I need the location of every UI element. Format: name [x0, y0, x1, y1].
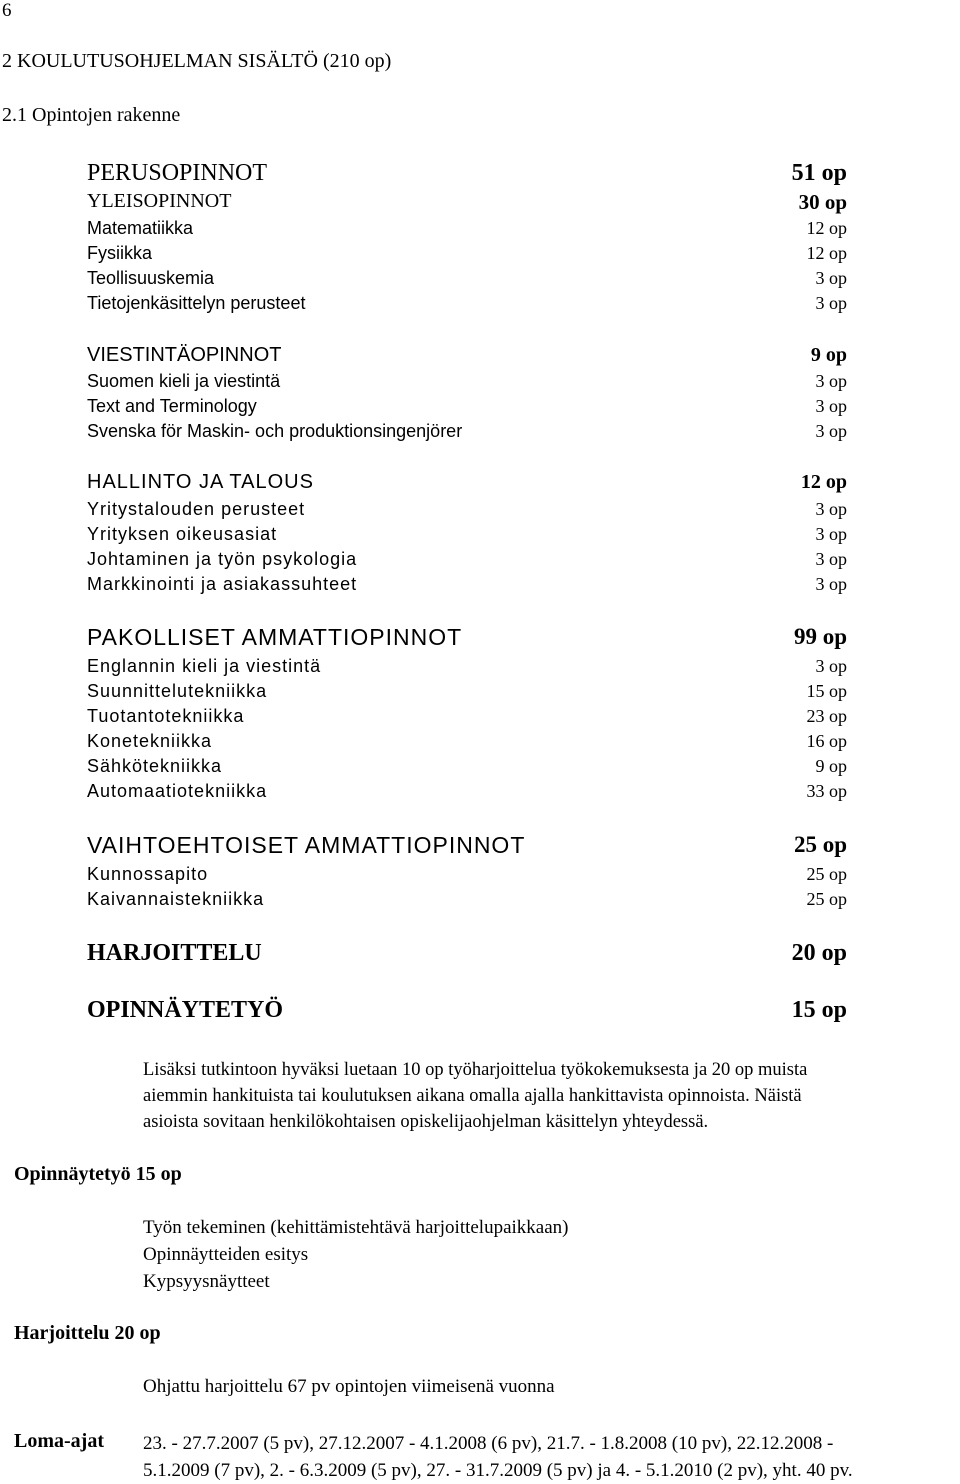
course-credits: 3 op: [815, 549, 847, 569]
course-credits: 3 op: [815, 574, 847, 594]
list-item: [87, 218, 847, 244]
opinnaytetyo-value: 15 op: [791, 997, 847, 1023]
list-item: [87, 396, 847, 422]
list-item: [87, 731, 847, 757]
vaihtoehtoiset-label: VAIHTOEHTOISET AMMATTIOPINNOT: [87, 832, 526, 858]
course-credits: 23 op: [806, 706, 847, 726]
course-name: Sähkötekniikka: [87, 756, 223, 776]
perusopinnot-label: PERUSOPINNOT: [87, 160, 268, 186]
perusopinnot-row: [87, 160, 847, 190]
page-heading: 2 KOULUTUSOHJELMAN SISÄLTÖ (210 op): [2, 50, 392, 72]
list-item: [87, 864, 847, 890]
course-credits: 12 op: [806, 218, 847, 238]
course-credits: 3 op: [815, 371, 847, 391]
harjoittelu-row: [87, 940, 847, 970]
paragraph-line: aiemmin hankituista tai koulutuksen aikana omalla ajalla hankittavista opinnoista. Näistä: [143, 1086, 802, 1106]
pakolliset-value: 99 op: [793, 624, 847, 649]
paragraph-line: Opinnäytteiden esitys: [143, 1244, 309, 1265]
hallinto-row: [87, 471, 847, 497]
course-credits: 3 op: [815, 421, 847, 441]
course-credits: 15 op: [806, 681, 847, 701]
hallinto-value: 12 op: [800, 471, 847, 493]
course-name: Fysiikka: [87, 243, 153, 263]
list-item: [87, 706, 847, 732]
course-credits: 16 op: [806, 731, 847, 751]
pakolliset-label: PAKOLLISET AMMATTIOPINNOT: [87, 624, 463, 650]
opinnaytetyo-section-body: [143, 1214, 569, 1295]
course-name: Kunnossapito: [87, 864, 209, 884]
loma-title: Loma-ajat: [14, 1430, 104, 1452]
course-credits: 25 op: [806, 889, 847, 909]
viestinta-row: [87, 344, 847, 370]
course-name: Automaatiotekniikka: [87, 781, 268, 801]
course-credits: 3 op: [815, 293, 847, 313]
harjoittelu-label: HARJOITTELU: [87, 940, 262, 966]
course-credits: 3 op: [815, 524, 847, 544]
course-credits: 3 op: [815, 268, 847, 288]
perusopinnot-value: 51 op: [791, 160, 847, 186]
paragraph-line: asioista sovitaan henkilökohtaisen opiskelijaohjelman käsittelyn yhteydessä.: [143, 1112, 709, 1132]
course-credits: 3 op: [815, 656, 847, 676]
course-credits: 9 op: [815, 756, 847, 776]
course-name: Kaivannaistekniikka: [87, 889, 265, 909]
list-item: [87, 781, 847, 807]
opinnaytetyo-row: [87, 997, 847, 1027]
list-item: [87, 243, 847, 269]
viestinta-value: 9 op: [810, 344, 847, 366]
yleisopinnot-value: 30 op: [798, 190, 847, 214]
list-item: [87, 371, 847, 397]
course-credits: 25 op: [806, 864, 847, 884]
yleisopinnot-row: [87, 190, 847, 216]
list-item: [87, 421, 847, 447]
course-name: Suomen kieli ja viestintä: [87, 371, 281, 391]
course-name: Konetekniikka: [87, 731, 213, 751]
list-item: [87, 681, 847, 707]
additional-credits-paragraph: [143, 1057, 807, 1135]
list-item: [87, 524, 847, 550]
page-subheading: 2.1 Opintojen rakenne: [2, 104, 181, 126]
course-name: Text and Terminology: [87, 396, 257, 416]
course-credits: 3 op: [815, 396, 847, 416]
opinnaytetyo-label: OPINNÄYTETYÖ: [87, 997, 284, 1023]
course-name: Tietojenkäsittelyn perusteet: [87, 293, 306, 313]
list-item: [87, 889, 847, 915]
paragraph-line: Kypsyysnäytteet: [143, 1271, 270, 1292]
list-item: [87, 268, 847, 294]
course-credits: 33 op: [806, 781, 847, 801]
course-credits: 3 op: [815, 499, 847, 519]
loma-body: [143, 1430, 853, 1484]
course-credits: 12 op: [806, 243, 847, 263]
course-name: Tuotantotekniikka: [87, 706, 245, 726]
opinnaytetyo-section-title: Opinnäytetyö 15 op: [14, 1163, 182, 1185]
course-name: Johtaminen ja työn psykologia: [87, 549, 358, 569]
course-name: Yritystalouden perusteet: [87, 499, 306, 519]
vaihtoehtoiset-row: [87, 832, 847, 858]
hallinto-label: HALLINTO JA TALOUS: [87, 471, 314, 493]
list-item: [87, 574, 847, 600]
harjoittelu-value: 20 op: [791, 940, 847, 966]
list-item: [87, 499, 847, 525]
paragraph-line: Lisäksi tutkintoon hyväksi luetaan 10 op työharjoittelua työkokemuksesta ja 20 op muista: [143, 1060, 808, 1080]
course-name: Matematiikka: [87, 218, 194, 238]
paragraph-line: 5.1.2009 (7 pv), 2. - 6.3.2009 (5 pv), 27. - 31.7.2009 (5 pv) ja 4. - 5.1.2010 (2 pv), yht. 40 pv.: [143, 1460, 853, 1481]
pakolliset-row: [87, 624, 847, 650]
course-name: Svenska för Maskin- och produktionsingenjörer: [87, 421, 463, 441]
course-name: Englannin kieli ja viestintä: [87, 656, 322, 676]
list-item: [87, 293, 847, 319]
paragraph-line: Työn tekeminen (kehittämistehtävä harjoittelupaikkaan): [143, 1217, 569, 1238]
vaihtoehtoiset-value: 25 op: [793, 832, 847, 857]
harjoittelu-section-title: Harjoittelu 20 op: [14, 1322, 161, 1344]
yleisopinnot-label: YLEISOPINNOT: [87, 190, 232, 212]
course-name: Yrityksen oikeusasiat: [87, 524, 278, 544]
list-item: [87, 549, 847, 575]
course-name: Suunnittelutekniikka: [87, 681, 268, 701]
harjoittelu-section-body: Ohjattu harjoittelu 67 pv opintojen viimeisenä vuonna: [143, 1376, 555, 1397]
course-name: Teollisuuskemia: [87, 268, 215, 288]
course-name: Markkinointi ja asiakassuhteet: [87, 574, 358, 594]
list-item: [87, 656, 847, 682]
viestinta-label: VIESTINTÄOPINNOT: [87, 344, 282, 366]
page-number: 6: [2, 0, 12, 21]
paragraph-line: 23. - 27.7.2007 (5 pv), 27.12.2007 - 4.1.2008 (6 pv), 21.7. - 1.8.2008 (10 pv), 22.12.2008 -: [143, 1433, 834, 1454]
list-item: [87, 756, 847, 782]
